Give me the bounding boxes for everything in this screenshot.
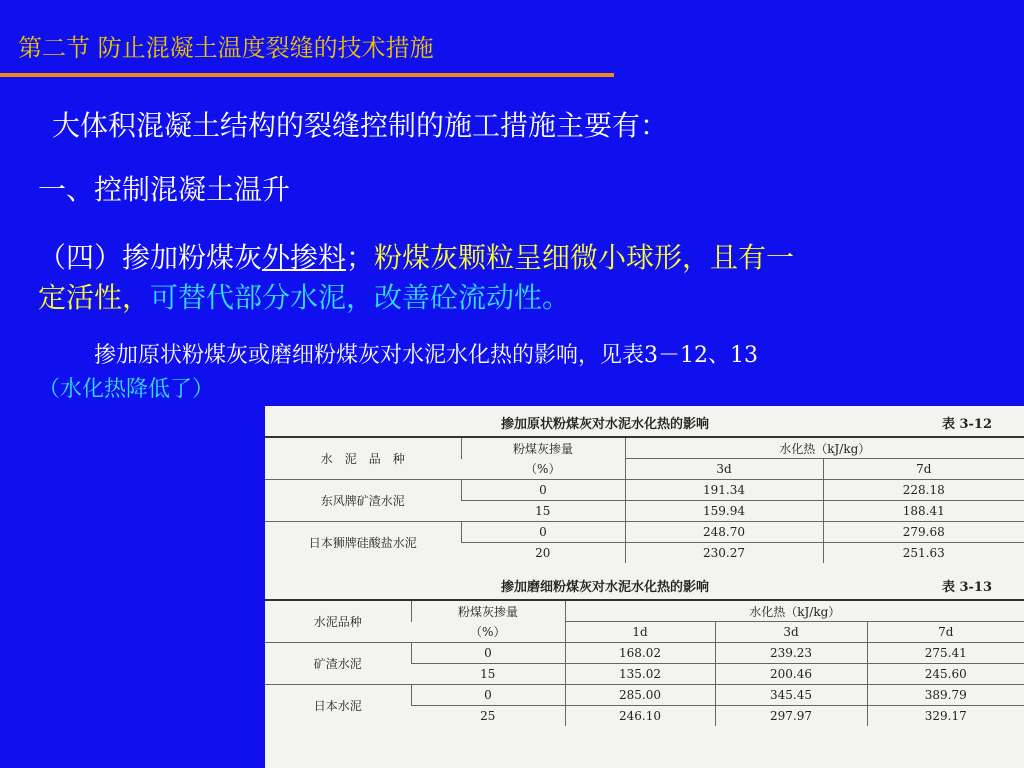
cell-cement: 日本狮牌硅酸盐水泥 — [265, 522, 461, 564]
cell-flyash: 15 — [461, 501, 625, 522]
cell-flyash: 15 — [411, 664, 565, 685]
cell-3d: 200.46 — [715, 664, 867, 685]
cell-flyash: 0 — [461, 480, 625, 501]
cell-7d: 275.41 — [867, 643, 1024, 664]
table-3-13-caption: 掺加磨细粉煤灰对水泥水化热的影响 — [501, 580, 710, 595]
cell-7d: 228.18 — [823, 480, 1024, 501]
col-header-7d: 7d — [823, 459, 1024, 480]
table-3-12-number: 表 3-12 — [941, 417, 992, 432]
col-header-7d: 7d — [867, 622, 1024, 643]
col-header-flyash-unit: （%） — [470, 625, 506, 640]
col-header-3d: 3d — [715, 622, 867, 643]
cell-flyash: 0 — [461, 522, 625, 543]
col-header-cement: 水 泥 品 种 — [265, 437, 461, 480]
cell-cement: 东风牌矿渣水泥 — [265, 480, 461, 522]
main-heading: 大体积混凝土结构的裂缝控制的施工措施主要有： — [52, 109, 669, 142]
cell-3d: 159.94 — [625, 501, 823, 522]
cell-7d: 389.79 — [867, 685, 1024, 706]
point-1-text: 一、控制混凝土温升 — [38, 173, 291, 206]
table-row — [265, 685, 1024, 706]
cell-7d: 245.60 — [867, 664, 1024, 685]
cell-3d: 297.97 — [715, 706, 867, 727]
slide-title: 第二节 防止混凝土温度裂缝的技术措施 — [18, 34, 434, 62]
table-3-13-number: 表 3-13 — [941, 580, 992, 595]
cell-flyash: 0 — [411, 643, 565, 664]
table-row — [265, 643, 1024, 664]
table-3-13-caption-bar — [265, 569, 1024, 599]
point-4-prefix: （四）掺加粉煤灰 — [38, 241, 263, 274]
cell-1d: 246.10 — [565, 706, 715, 727]
col-header-cement: 水泥品种 — [265, 600, 411, 643]
table-row — [265, 480, 1024, 501]
table-3-13 — [265, 599, 1024, 726]
cell-3d: 345.45 — [715, 685, 867, 706]
point-4-underlined-term: 外掺料 — [262, 241, 347, 274]
table-reference-note: 掺加原状粉煤灰或磨细粉煤灰对水泥水化热的影响，见表3－12、13 — [94, 343, 758, 368]
cell-flyash: 25 — [411, 706, 565, 727]
col-header-3d: 3d — [625, 459, 823, 480]
col-header-heat: 水化热（kJ/kg） — [625, 437, 1024, 459]
col-header-flyash-unit: （%） — [525, 462, 561, 477]
cell-7d: 279.68 — [823, 522, 1024, 543]
point-4-paragraph — [38, 238, 794, 318]
cell-3d: 230.27 — [625, 543, 823, 564]
cell-cement: 日本水泥 — [265, 685, 411, 727]
cell-7d: 329.17 — [867, 706, 1024, 727]
point-4-yellow-text-1: 粉煤灰颗粒呈细微小球形，且有一 — [374, 241, 795, 274]
table-3-12-caption: 掺加原状粉煤灰对水泥水化热的影响 — [501, 417, 710, 432]
point-4-cyan-text: 可替代部分水泥，改善砼流动性。 — [150, 281, 571, 314]
title-underline-rule — [0, 73, 614, 77]
col-header-flyash: 粉煤灰掺量 — [411, 600, 565, 622]
point-4-yellow-text-2: 定活性， — [38, 281, 151, 314]
cell-1d: 168.02 — [565, 643, 715, 664]
cell-3d: 191.34 — [625, 480, 823, 501]
col-header-1d: 1d — [565, 622, 715, 643]
cell-3d: 239.23 — [715, 643, 867, 664]
table-3-12-caption-bar — [265, 406, 1024, 436]
col-header-flyash: 粉煤灰掺量 — [461, 437, 625, 459]
cell-7d: 251.63 — [823, 543, 1024, 564]
cell-flyash: 20 — [461, 543, 625, 564]
cell-flyash: 0 — [411, 685, 565, 706]
point-4-separator: ； — [346, 241, 375, 274]
table-3-12 — [265, 436, 1024, 563]
cell-1d: 285.00 — [565, 685, 715, 706]
col-header-heat: 水化热（kJ/kg） — [565, 600, 1024, 622]
table-row — [265, 522, 1024, 543]
cell-1d: 135.02 — [565, 664, 715, 685]
scanned-tables-image — [265, 406, 1024, 768]
cell-cement: 矿渣水泥 — [265, 643, 411, 685]
table-reference-remark: （水化热降低了） — [38, 377, 215, 402]
cell-7d: 188.41 — [823, 501, 1024, 522]
cell-3d: 248.70 — [625, 522, 823, 543]
